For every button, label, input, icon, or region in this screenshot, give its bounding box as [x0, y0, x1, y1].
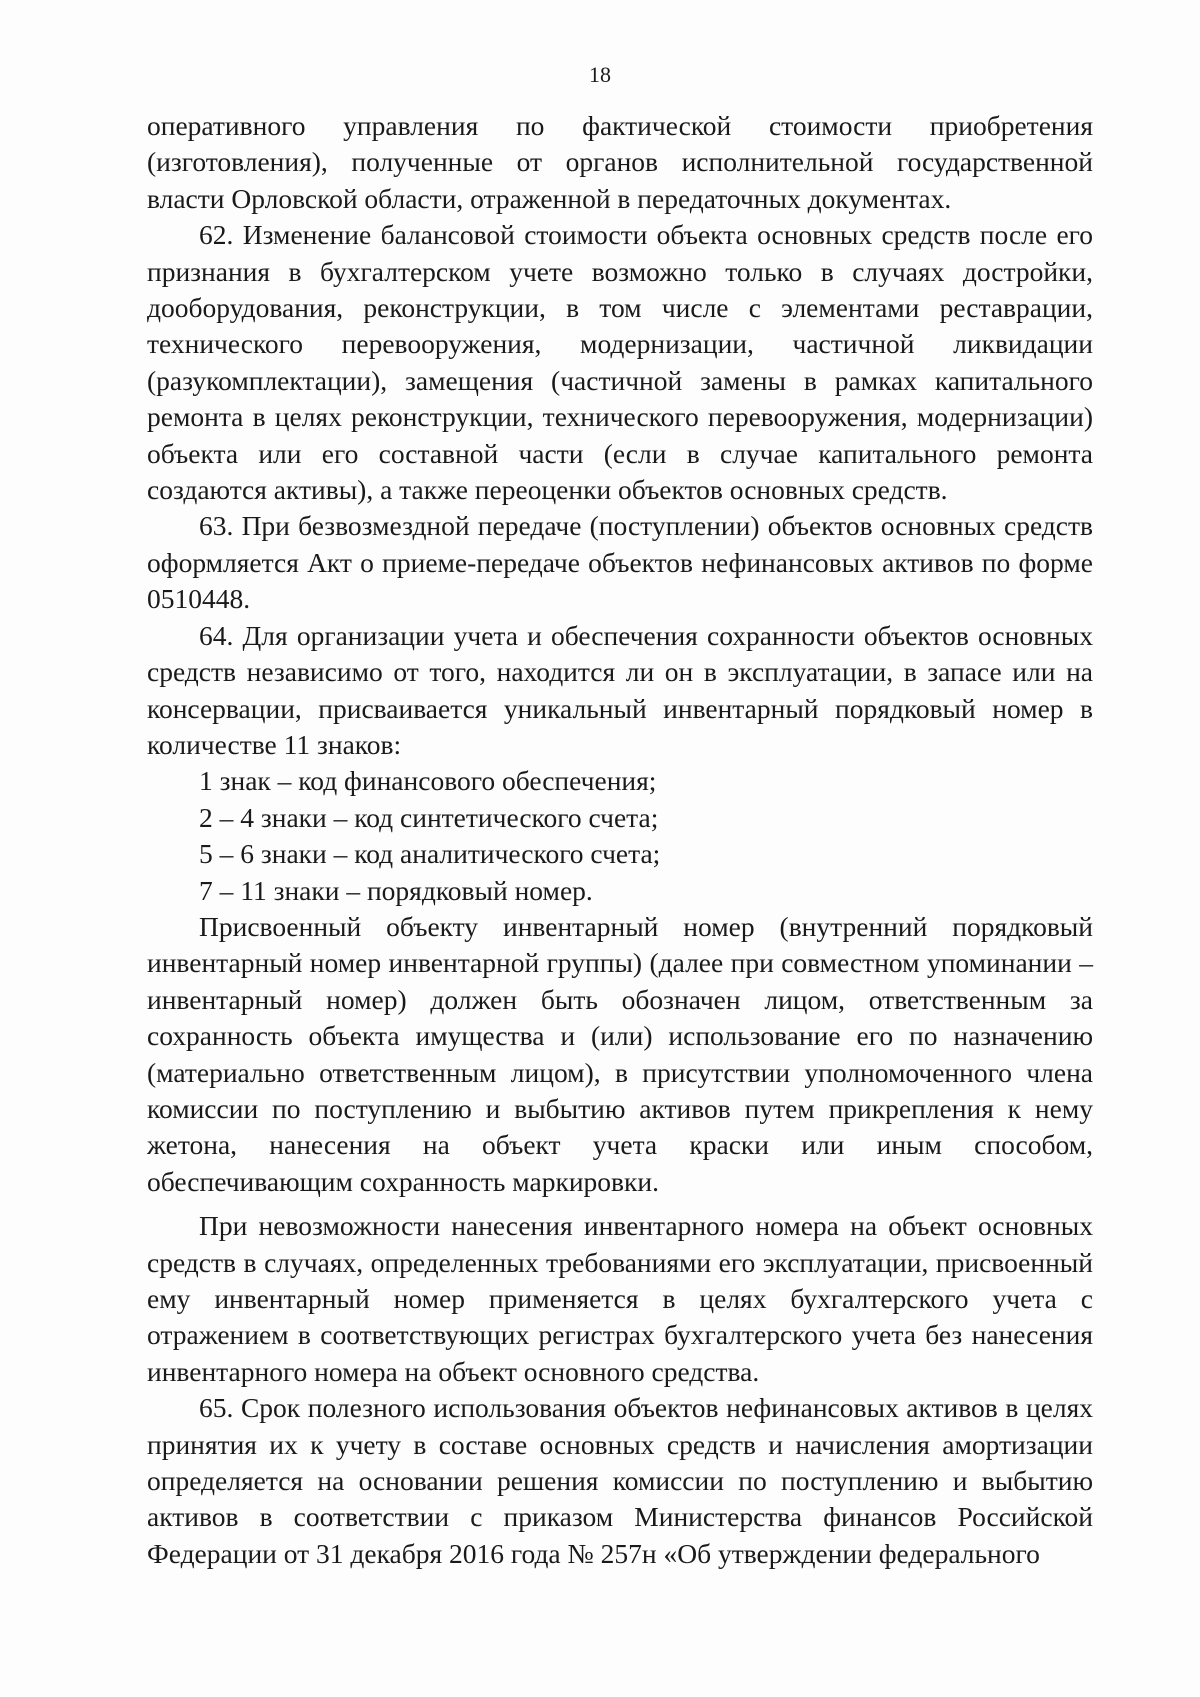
- paragraph-65: 65. Срок полезного использования объектов нефинансовых активов в целях принятия их к учету в составе основных средств и начисления амортизации определяется на основании решения комиссии по поступлению и выбытию активов в соответствии с приказом Министерства финансов Российской Федерации от 31 декабря 2016 года № 257н «Об утверждении федерального: [147, 1392, 1093, 1569]
- list-item-sign-1: 1 знак – код финансового обеспечения;: [199, 765, 657, 797]
- list-item-signs-2-4: 2 – 4 знаки – код синтетического счета;: [199, 801, 659, 833]
- page-number: 18: [589, 62, 611, 87]
- paragraph-62: 62. Изменение балансовой стоимости объекта основных средств после его признания в бухгалтерском учете возможно только в случаях достройки, дооборудования, реконструкции, в том числе с элементами реставрации, технического перевооружения, модернизации, частичной ликвидации (разукомплектации), замещения (частичной замены в рамках капитального ремонта в целях реконструкции, технического перевооружения, модернизации) объекта или его составной части (если в случае капитального ремонта создаются активы), а также переоценки объектов основных средств.: [147, 219, 1093, 506]
- paragraph-inventory-marking: Присвоенный объекту инвентарный номер (внутренний порядковый инвентарный номер инвентарной группы) (далее при совместном упоминании – инвентарный номер) должен быть обозначен лицом, ответственным за сохранность объекта имущества и (или) использование его по назначению (материально ответственным лицом), в присутствии уполномоченного члена комиссии по поступлению и выбытию активов путем прикрепления к нему жетона, нанесения на объект учета краски или иным способом, обеспечивающим сохранность маркировки.: [147, 910, 1093, 1197]
- paragraph-inventory-exception: При невозможности нанесения инвентарного номера на объект основных средств в случаях, определенных требованиями его эксплуатации, присвоенный ему инвентарный номер применяется в целях бухгалтерского учета с отражением в соответствующих регистрах бухгалтерского учета без нанесения инвентарного номера на объект основного средства.: [147, 1210, 1093, 1387]
- list-item-signs-7-11: 7 – 11 знаки – порядковый номер.: [199, 874, 593, 906]
- document-body: [147, 108, 1093, 1572]
- list-item-signs-5-6: 5 – 6 знаки – код аналитического счета;: [199, 838, 661, 870]
- paragraph-63: 63. При безвозмездной передаче (поступлении) объектов основных средств оформляется Акт о приеме-передаче объектов нефинансовых активов по форме 0510448.: [147, 510, 1093, 615]
- paragraph-continuation: оперативного управления по фактической стоимости приобретения (изготовления), полученные от органов исполнительной государственной власти Орловской области, отраженной в передаточных документах.: [147, 110, 1093, 214]
- paragraph-64: 64. Для организации учета и обеспечения сохранности объектов основных средств независимо от того, находится ли он в эксплуатации, в запасе или на консервации, присваивается уникальный инвентарный порядковый номер в количестве 11 знаков:: [147, 619, 1093, 760]
